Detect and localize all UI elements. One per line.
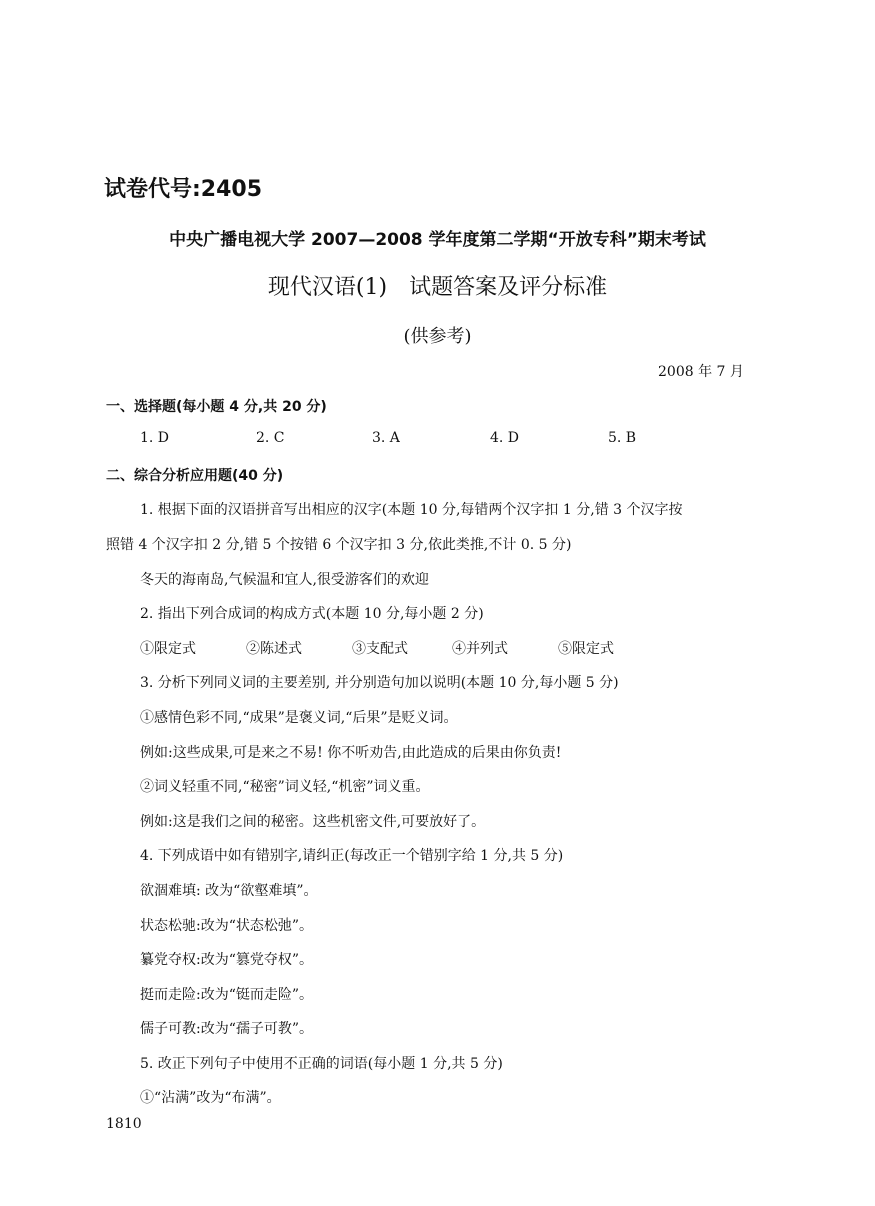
q1-text-line2: 照错 4 个汉字扣 2 分,错 5 个按错 6 个汉字扣 3 分,依此类推,不计 0. 5 分) [106,537,572,553]
q4-item-3: 纂党夺权:改为“篡党夺权”。 [140,952,314,968]
answer-3: 3. A [372,430,400,446]
q3-example-1: 例如:这些成果,可是来之不易! 你不听劝告,由此造成的后果由你负责! [140,745,562,761]
q4-item-4: 挺而走险:改为“铤而走险”。 [140,987,314,1003]
q2-option-4: ④并列式 [452,641,508,657]
q4-item-2: 状态松驰:改为“状态松弛”。 [140,918,314,934]
q4-text: 4. 下列成语中如有错别字,请纠正(每改正一个错别字给 1 分,共 5 分) [140,848,564,864]
q3-example-2: 例如:这是我们之间的秘密。这些机密文件,可要放好了。 [140,814,486,830]
q3-answer-2: ②词义轻重不同,“秘密”词义轻,“机密”词义重。 [140,779,430,795]
q2-option-2: ②陈述式 [246,641,302,657]
q5-answer-1: ①“沾满”改为“布满”。 [140,1090,281,1106]
q2-option-3: ③支配式 [352,641,408,657]
q5-text: 5. 改正下列句子中使用不正确的词语(每小题 1 分,共 5 分) [140,1056,503,1072]
page-number: 1810 [106,1116,142,1132]
q3-text: 3. 分析下列同义词的主要差别, 并分别造句加以说明(本题 10 分,每小题 5 分) [140,675,619,691]
answer-1: 1. D [140,430,170,446]
answer-2: 2. C [256,430,285,446]
q1-text-line1: 1. 根据下面的汉语拼音写出相应的汉字(本题 10 分,每错两个汉字扣 1 分,错 3 个汉字按 [140,502,683,518]
document-subtitle: (供参考) [403,326,472,347]
section1-heading: 一、选择题(每小题 4 分,共 20 分) [106,399,327,415]
section2-heading: 二、综合分析应用题(40 分) [106,468,284,484]
document-date: 2008 年 7 月 [658,364,744,380]
q2-option-5: ⑤限定式 [558,641,614,657]
exam-header: 中央广播电视大学 2007—2008 学年度第二学期“开放专科”期末考试 [169,230,706,250]
q4-item-5: 儒子可教:改为“孺子可教”。 [140,1021,314,1037]
answer-4: 4. D [490,430,520,446]
q3-answer-1: ①感情色彩不同,“成果”是褒义词,“后果”是贬义词。 [140,710,458,726]
q4-item-1: 欲涸难填: 改为“欲壑难填”。 [140,883,318,899]
exam-code: 试卷代号:2405 [104,177,263,202]
document-title: 现代汉语(1) 试题答案及评分标准 [267,275,608,300]
q2-text: 2. 指出下列合成词的构成方式(本题 10 分,每小题 2 分) [140,606,484,622]
answer-5: 5. B [608,430,637,446]
q1-answer: 冬天的海南岛,气候温和宜人,很受游客们的欢迎 [140,572,429,588]
q2-option-1: ①限定式 [140,641,196,657]
